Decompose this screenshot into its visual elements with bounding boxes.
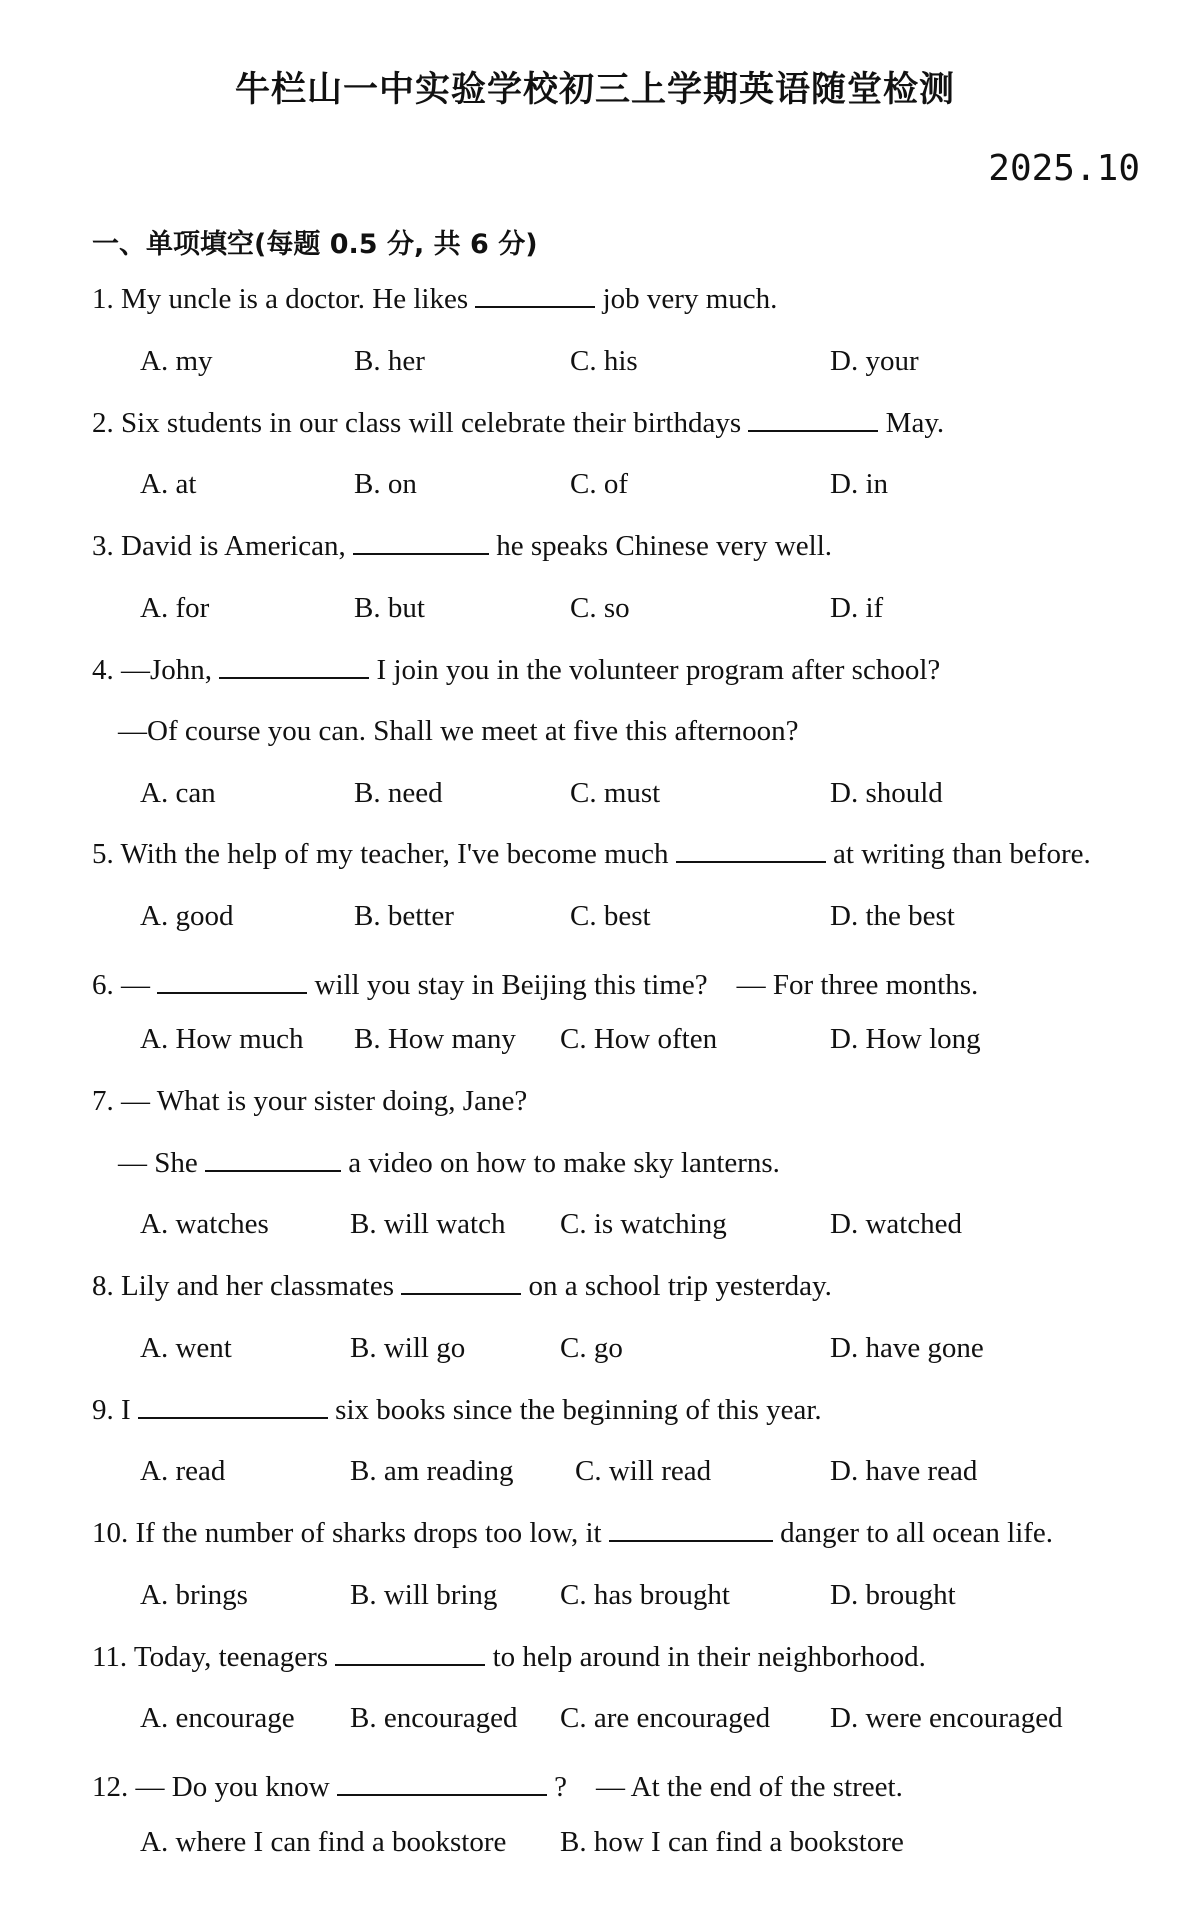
options-8 — [140, 1332, 1140, 1372]
option-d[interactable]: D. the best — [830, 900, 955, 932]
option-d[interactable]: D. were encouraged — [830, 1702, 1063, 1734]
option-d[interactable]: D. in — [830, 468, 888, 500]
option-b[interactable]: B. but — [354, 592, 425, 624]
option-b[interactable]: B. encouraged — [350, 1702, 518, 1734]
option-a[interactable]: A. can — [140, 777, 216, 809]
answer-blank[interactable] — [475, 284, 595, 308]
option-a[interactable]: A. for — [140, 592, 210, 624]
option-d[interactable]: D. your — [830, 345, 919, 377]
question-10: 10. If the number of sharks drops too low, it danger to all ocean life. — [92, 1517, 1054, 1549]
question-7-response: — She a video on how to make sky lanterns. — [118, 1147, 780, 1179]
option-b[interactable]: B. am reading — [350, 1455, 514, 1487]
option-a[interactable]: A. How much — [140, 1023, 304, 1055]
options-12 — [140, 1826, 1140, 1866]
answer-blank[interactable] — [401, 1271, 521, 1295]
option-d[interactable]: D. if — [830, 592, 884, 624]
answer-blank[interactable] — [676, 839, 826, 863]
question-6: 6. — will you stay in Beijing this time? — For three months. — [92, 969, 979, 1001]
question-7: 7. — What is your sister doing, Jane? — [92, 1085, 528, 1117]
section-title: 一、单项填空(每题 0.5 分, 共 6 分) — [92, 229, 538, 260]
option-b[interactable]: B. better — [354, 900, 454, 932]
option-d[interactable]: D. watched — [830, 1208, 963, 1240]
options-4 — [140, 777, 1140, 817]
option-b[interactable]: B. on — [354, 468, 417, 500]
option-a[interactable]: A. my — [140, 345, 213, 377]
option-b[interactable]: B. will go — [350, 1332, 466, 1364]
option-b[interactable]: B. need — [354, 777, 443, 809]
option-b[interactable]: B. will watch — [350, 1208, 506, 1240]
option-a[interactable]: A. encourage — [140, 1702, 295, 1734]
page-title: 牛栏山一中实验学校初三上学期英语随堂检测 — [234, 70, 955, 110]
option-d[interactable]: D. brought — [830, 1579, 956, 1611]
answer-blank[interactable] — [748, 408, 878, 432]
options-3 — [140, 592, 1140, 632]
question-4-response: —Of course you can. Shall we meet at five this afternoon? — [118, 715, 799, 747]
options-6 — [140, 1023, 1140, 1063]
question-9: 9. I six books since the beginning of this year. — [92, 1394, 822, 1426]
option-a[interactable]: A. read — [140, 1455, 226, 1487]
option-a[interactable]: A. where I can find a bookstore — [140, 1826, 507, 1858]
options-11 — [140, 1702, 1140, 1742]
option-d[interactable]: D. have gone — [830, 1332, 984, 1364]
option-b[interactable]: B. how I can find a bookstore — [560, 1826, 904, 1858]
options-2 — [140, 468, 1140, 508]
option-c[interactable]: C. go — [560, 1332, 623, 1364]
options-1 — [140, 345, 1140, 385]
answer-blank[interactable] — [138, 1395, 328, 1419]
option-c[interactable]: C. so — [570, 592, 630, 624]
option-c[interactable]: C. must — [570, 777, 661, 809]
option-a[interactable]: A. watches — [140, 1208, 269, 1240]
option-c[interactable]: C. his — [570, 345, 638, 377]
option-b[interactable]: B. How many — [354, 1023, 516, 1055]
answer-blank[interactable] — [157, 970, 307, 994]
option-c[interactable]: C. of — [570, 468, 628, 500]
option-b[interactable]: B. her — [354, 345, 425, 377]
question-12: 12. — Do you know ? — At the end of the street. — [92, 1771, 903, 1803]
answer-blank[interactable] — [609, 1518, 773, 1542]
option-c[interactable]: C. will read — [575, 1455, 712, 1487]
question-4: 4. —John, I join you in the volunteer program after school? — [92, 654, 941, 686]
option-a[interactable]: A. brings — [140, 1579, 248, 1611]
option-c[interactable]: C. has brought — [560, 1579, 730, 1611]
question-1: 1. My uncle is a doctor. He likes job very much. — [92, 283, 778, 315]
question-5: 5. With the help of my teacher, I've become much at writing than before. — [92, 838, 1091, 870]
option-c[interactable]: C. are encouraged — [560, 1702, 771, 1734]
option-b[interactable]: B. will bring — [350, 1579, 498, 1611]
option-c[interactable]: C. best — [570, 900, 651, 932]
answer-blank[interactable] — [219, 655, 369, 679]
option-d[interactable]: D. have read — [830, 1455, 978, 1487]
options-10 — [140, 1579, 1140, 1619]
question-8: 8. Lily and her classmates on a school trip yesterday. — [92, 1270, 832, 1302]
answer-blank[interactable] — [335, 1642, 485, 1666]
options-5 — [140, 900, 1140, 940]
question-11: 11. Today, teenagers to help around in their neighborhood. — [92, 1641, 926, 1673]
option-a[interactable]: A. went — [140, 1332, 232, 1364]
options-7 — [140, 1208, 1140, 1248]
option-c[interactable]: C. How often — [560, 1023, 718, 1055]
option-c[interactable]: C. is watching — [560, 1208, 727, 1240]
answer-blank[interactable] — [205, 1148, 341, 1172]
answer-blank[interactable] — [337, 1772, 547, 1796]
question-3: 3. David is American, he speaks Chinese very well. — [92, 530, 833, 562]
option-d[interactable]: D. How long — [830, 1023, 981, 1055]
option-a[interactable]: A. good — [140, 900, 234, 932]
answer-blank[interactable] — [353, 531, 489, 555]
option-a[interactable]: A. at — [140, 468, 197, 500]
question-2: 2. Six students in our class will celebrate their birthdays May. — [92, 407, 945, 439]
option-d[interactable]: D. should — [830, 777, 943, 809]
exam-date: 2025.10 — [988, 148, 1140, 189]
options-9 — [140, 1455, 1140, 1495]
